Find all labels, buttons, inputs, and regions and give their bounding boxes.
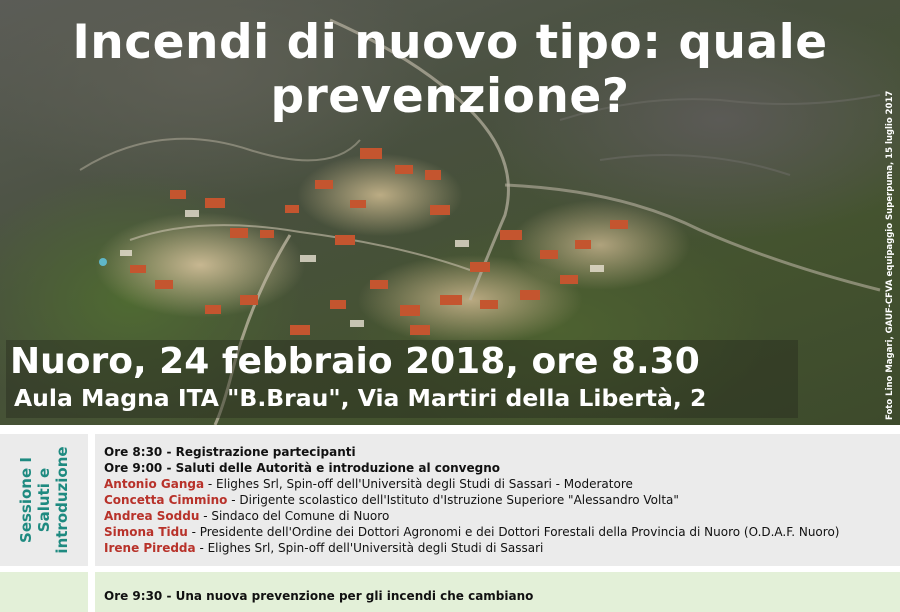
speaker-name: Irene Piredda [104, 541, 196, 555]
session-1-program [95, 434, 900, 566]
event-venue: Aula Magna ITA "B.Brau", Via Martiri della Libertà, 2 [14, 384, 707, 412]
speaker-role: - Sindaco del Comune di Nuoro [199, 509, 390, 523]
speaker-name: Antonio Ganga [104, 477, 205, 491]
program-time-item: Ore 9:30 - Una nuova prevenzione per gli incendi che cambiano [104, 589, 534, 603]
session-1-label: Sessione I Saluti e introduzione [17, 446, 71, 554]
session-1-label-box [0, 434, 88, 566]
speaker-role: - Elighes Srl, Spin-off dell'Università degli Studi di Sassari [195, 541, 544, 555]
event-title-line-2: prevenzione? [270, 69, 630, 124]
speaker-line [104, 508, 900, 524]
speaker-name: Concetta Cimmino [104, 493, 228, 507]
speaker-role: - Presidente dell'Ordine dei Dottori Agronomi e dei Dottori Forestali della Provincia di Nuoro (O.D.A.F. Nuoro) [187, 525, 840, 539]
speaker-line [104, 492, 900, 508]
speaker-line [104, 476, 900, 492]
session-2-program [95, 572, 900, 612]
program-time-item: Ore 8:30 - Registrazione partecipanti [104, 445, 356, 459]
speaker-name: Simona Tidu [104, 525, 188, 539]
photo-credit: Foto Lino Magari, GAUF-CFVA equipaggio Superpuma, 15 luglio 2017 [885, 90, 895, 420]
speaker-role: - Dirigente scolastico dell'Istituto d'Istruzione Superiore "Alessandro Volta" [227, 493, 679, 507]
program-time-item: Ore 9:00 - Saluti delle Autorità e introduzione al convegno [104, 461, 500, 475]
session-1 [0, 434, 900, 566]
event-title-line-1: Incendi di nuovo tipo: quale [72, 15, 828, 70]
speaker-line [104, 540, 900, 556]
event-date-time: Nuoro, 24 febbraio 2018, ore 8.30 [10, 341, 700, 382]
speaker-line [104, 524, 900, 540]
speaker-name: Andrea Soddu [104, 509, 200, 523]
session-2-label-box [0, 572, 88, 612]
speaker-role: - Elighes Srl, Spin-off dell'Università degli Studi di Sassari - Moderatore [204, 477, 633, 491]
event-title [0, 16, 900, 124]
session-2 [0, 572, 900, 612]
